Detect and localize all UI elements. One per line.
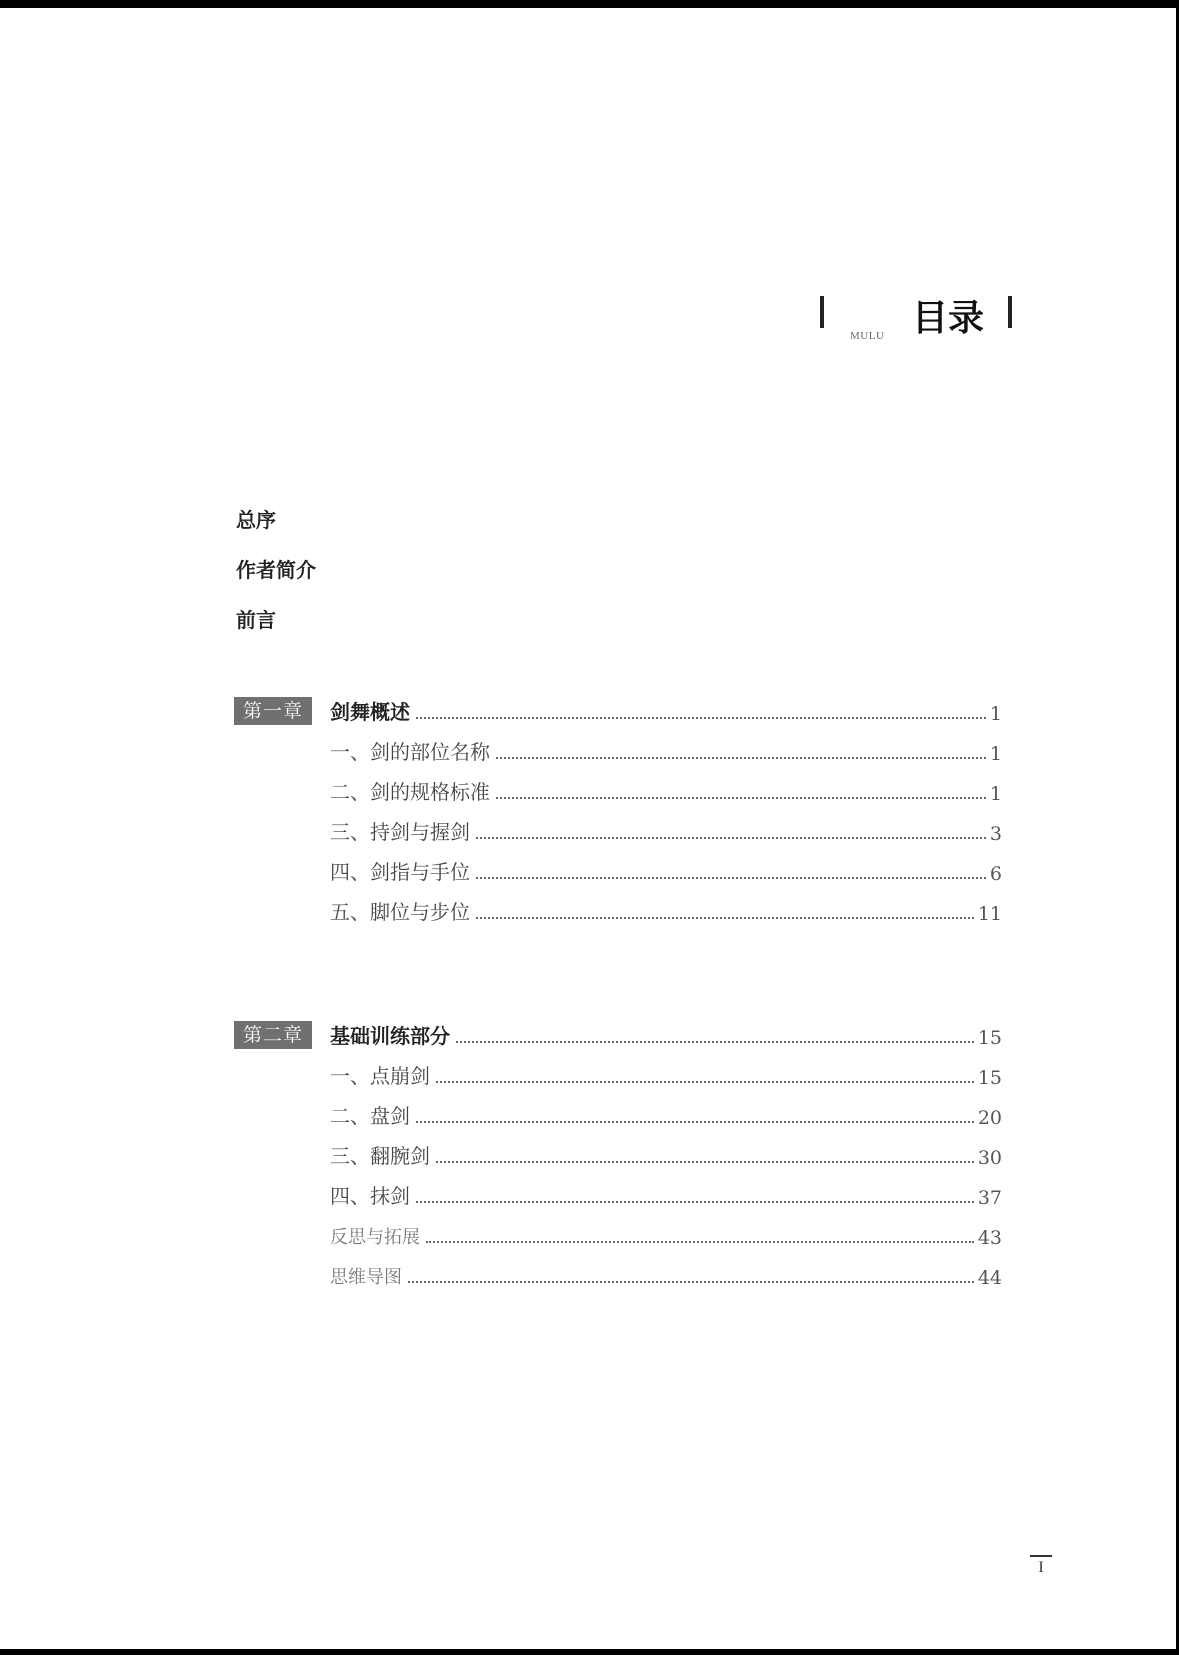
bottom-border (0, 1649, 1179, 1655)
toc-heading-pinyin: MULU (850, 330, 885, 342)
chapter-1-tag: 第一章 (234, 697, 312, 725)
toc-entry-page: 6 (989, 863, 1002, 885)
toc-heading-title: 目录 (912, 298, 985, 339)
front-matter-author-intro[interactable]: 作者简介 (236, 558, 316, 582)
chapter-2-entry[interactable] (330, 1019, 1002, 1049)
dot-leader (436, 1161, 974, 1163)
toc-entry[interactable] (330, 1059, 1002, 1089)
dot-leader (476, 917, 974, 919)
front-matter-general-preface[interactable]: 总序 (236, 508, 276, 532)
toc-entry-page: 11 (977, 903, 1002, 925)
toc-entry-title: 一、剑的部位名称 (330, 740, 490, 764)
toc-entry-page: 3 (989, 823, 1002, 845)
toc-entry[interactable] (330, 775, 1002, 805)
toc-entry-page: 15 (977, 1067, 1002, 1089)
toc-entry-title: 二、盘剑 (330, 1104, 410, 1128)
toc-entry-title: 一、点崩剑 (330, 1064, 430, 1088)
toc-entry[interactable] (330, 1099, 1002, 1129)
toc-entry-page: 15 (977, 1027, 1002, 1049)
page-number: I (1030, 1555, 1052, 1577)
dot-leader (456, 1041, 974, 1043)
toc-entry-reflection[interactable] (330, 1219, 1002, 1249)
toc-entry-title: 剑舞概述 (330, 700, 410, 724)
toc-entry-page: 20 (977, 1107, 1002, 1129)
heading-left-bar (820, 296, 824, 328)
dot-leader (416, 717, 986, 719)
toc-entry[interactable] (330, 735, 1002, 765)
toc-entry-page: 44 (977, 1267, 1002, 1289)
toc-entry-title: 反思与拓展 (330, 1227, 420, 1248)
dot-leader (496, 757, 986, 759)
toc-entry-page: 37 (977, 1187, 1002, 1209)
dot-leader (408, 1281, 974, 1283)
dot-leader (436, 1081, 974, 1083)
toc-heading (820, 290, 1020, 340)
chapter-1-entry[interactable] (330, 695, 1002, 725)
toc-entry-title: 二、剑的规格标准 (330, 780, 490, 804)
toc-entry-title: 思维导图 (330, 1267, 402, 1288)
toc-entry-page: 43 (977, 1227, 1002, 1249)
toc-entry-title: 三、翻腕剑 (330, 1144, 430, 1168)
toc-entry[interactable] (330, 855, 1002, 885)
top-border (0, 0, 1179, 8)
dot-leader (426, 1241, 974, 1243)
toc-entry-page: 30 (977, 1147, 1002, 1169)
front-matter-foreword[interactable]: 前言 (236, 608, 276, 632)
toc-entry-page: 1 (989, 743, 1002, 765)
toc-entry[interactable] (330, 1179, 1002, 1209)
dot-leader (496, 797, 986, 799)
toc-entry[interactable] (330, 1139, 1002, 1169)
toc-entry-title: 基础训练部分 (330, 1024, 450, 1048)
toc-entry-page: 1 (989, 703, 1002, 725)
heading-right-bar (1008, 296, 1012, 328)
toc-entry-title: 五、脚位与步位 (330, 900, 470, 924)
toc-entry[interactable] (330, 895, 1002, 925)
toc-entry[interactable] (330, 815, 1002, 845)
toc-entry-title: 四、剑指与手位 (330, 860, 470, 884)
chapter-2-tag: 第二章 (234, 1021, 312, 1049)
toc-entry-title: 三、持剑与握剑 (330, 820, 470, 844)
toc-entry-mind-map[interactable] (330, 1259, 1002, 1289)
dot-leader (416, 1201, 974, 1203)
dot-leader (476, 837, 986, 839)
dot-leader (476, 877, 986, 879)
toc-entry-title: 四、抹剑 (330, 1184, 410, 1208)
toc-entry-page: 1 (989, 783, 1002, 805)
dot-leader (416, 1121, 974, 1123)
